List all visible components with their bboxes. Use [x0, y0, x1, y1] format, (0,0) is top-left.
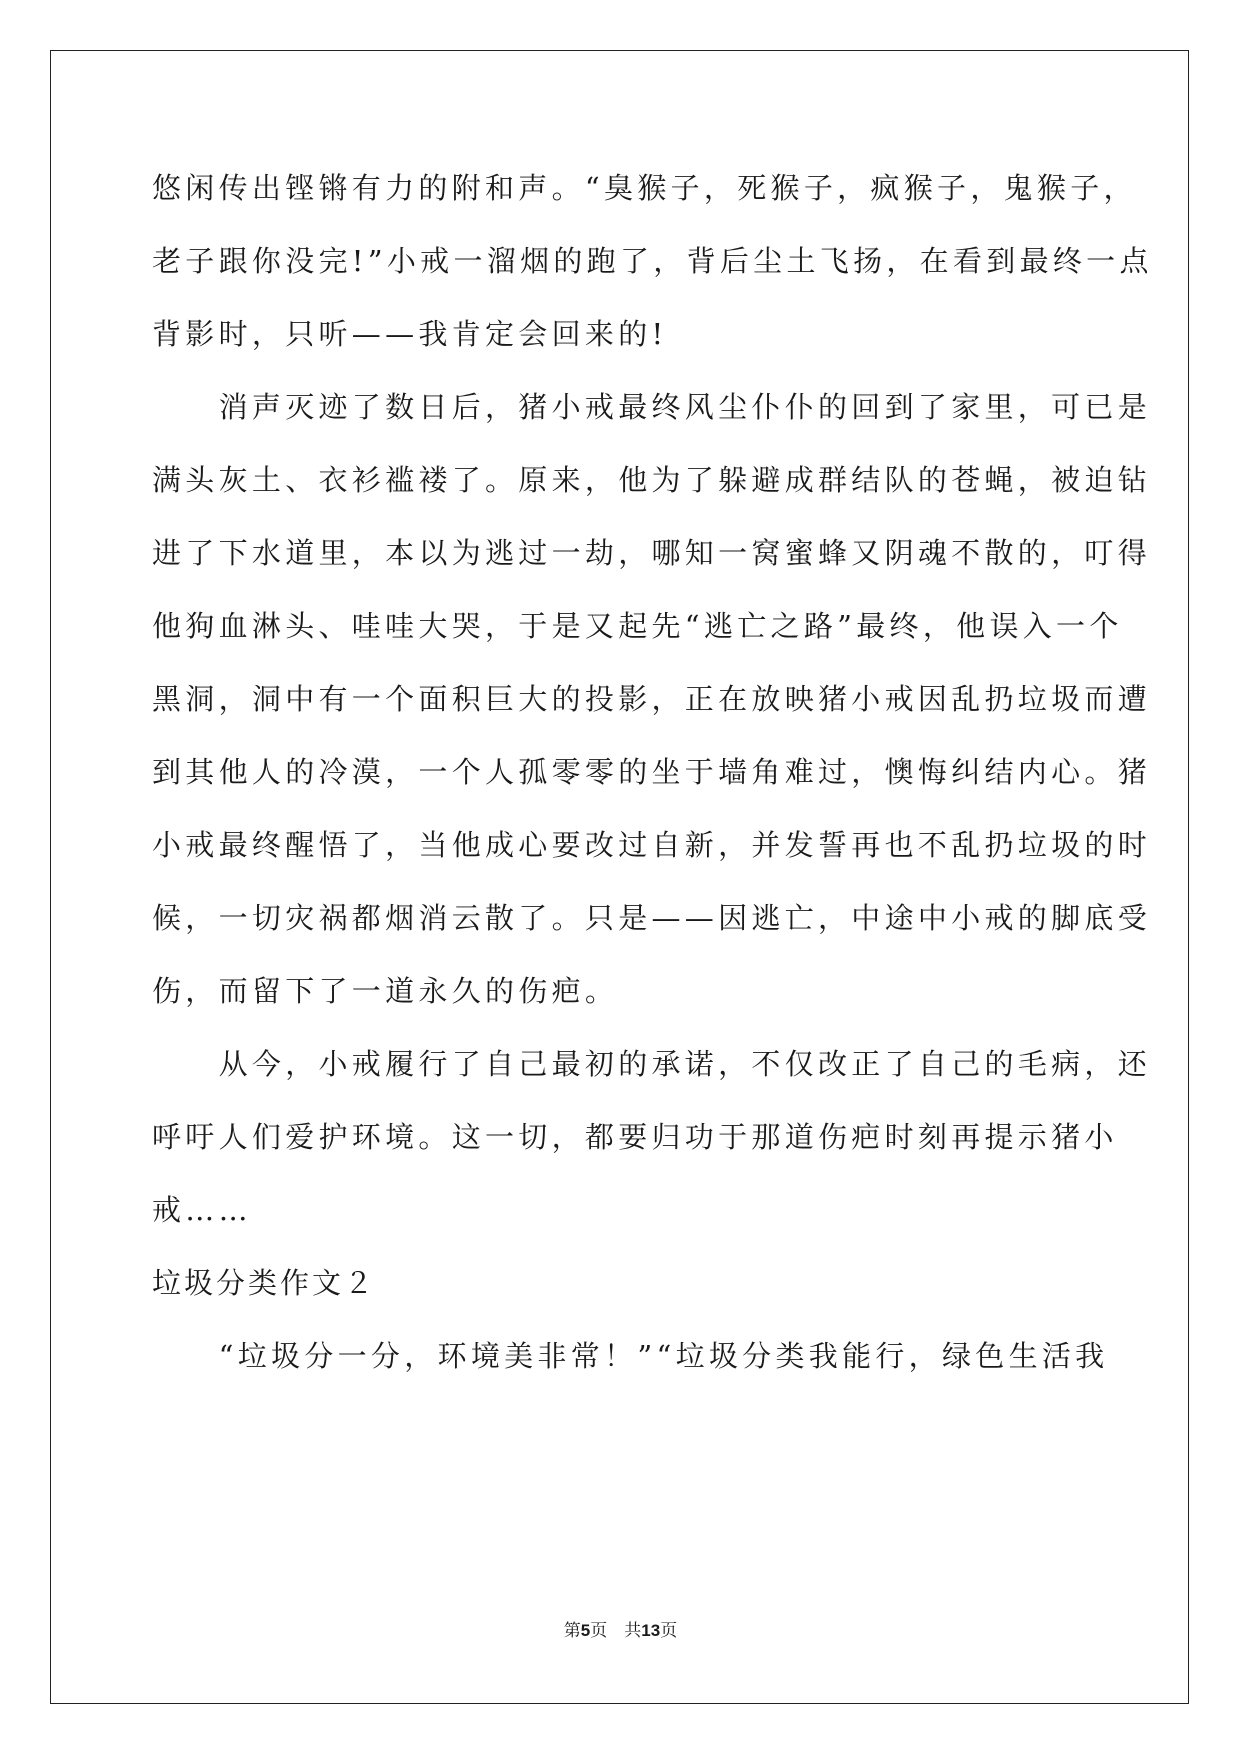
text-line-13: 从今，小戒履行了自己最初的承诺，不仅改正了自己的毛病，还 [152, 1047, 1152, 1081]
text-line-9: 到其他人的冷漠，一个人孤零零的坐于墙角难过，懊悔纠结内心。猪 [152, 755, 1152, 789]
text-line-11: 候，一切灾祸都烟消云散了。只是——因逃亡，中途中小戒的脚底受 [152, 901, 1152, 935]
text-line-7: 他狗血淋头、哇哇大哭，于是又起先“逃亡之路”最终，他误入一个 [152, 609, 1123, 643]
text-line-17: “垃圾分一分，环境美非常！”“垃圾分类我能行，绿色生活我 [152, 1339, 1109, 1373]
footer-suffix: 页 [660, 1621, 678, 1641]
text-line-1: 悠闲传出铿锵有力的附和声。“臭猴子，死猴子，疯猴子，鬼猴子， [152, 171, 1137, 205]
footer-total-pages: 13 [641, 1621, 661, 1640]
text-line-10: 小戒最终醒悟了，当他成心要改过自新，并发誓再也不乱扔垃圾的时 [152, 828, 1152, 862]
text-line-3: 背影时，只听——我肯定会回来的! [152, 317, 668, 351]
section-heading: 垃圾分类作文２ [152, 1266, 377, 1300]
text-line-4: 消声灭迹了数日后，猪小戒最终风尘仆仆的回到了家里，可已是 [152, 390, 1152, 424]
text-line-2: 老子跟你没完!”小戒一溜烟的跑了，背后尘土飞扬，在看到最终一点 [152, 244, 1153, 278]
text-line-12: 伤，而留下了一道永久的伤疤。 [152, 974, 619, 1008]
text-line-5: 满头灰土、衣衫褴褛了。原来，他为了躲避成群结队的苍蝇，被迫钻 [152, 463, 1152, 497]
page-footer [0, 1619, 1241, 1643]
text-line-14: 呼吁人们爱护环境。这一切，都要归功于那道伤疤时刻再提示猪小 [152, 1120, 1118, 1154]
footer-prefix: 第 [563, 1621, 581, 1641]
page-border [50, 50, 1189, 1704]
footer-mid: 页 共 [590, 1621, 642, 1641]
text-line-15: 戒…… [152, 1193, 252, 1227]
text-line-6: 进了下水道里，本以为逃过一劫，哪知一窝蜜蜂又阴魂不散的，叮得 [152, 536, 1152, 570]
footer-page-number: 5 [580, 1621, 591, 1640]
text-line-8: 黑洞，洞中有一个面积巨大的投影，正在放映猪小戒因乱扔垃圾而遭 [152, 682, 1152, 716]
